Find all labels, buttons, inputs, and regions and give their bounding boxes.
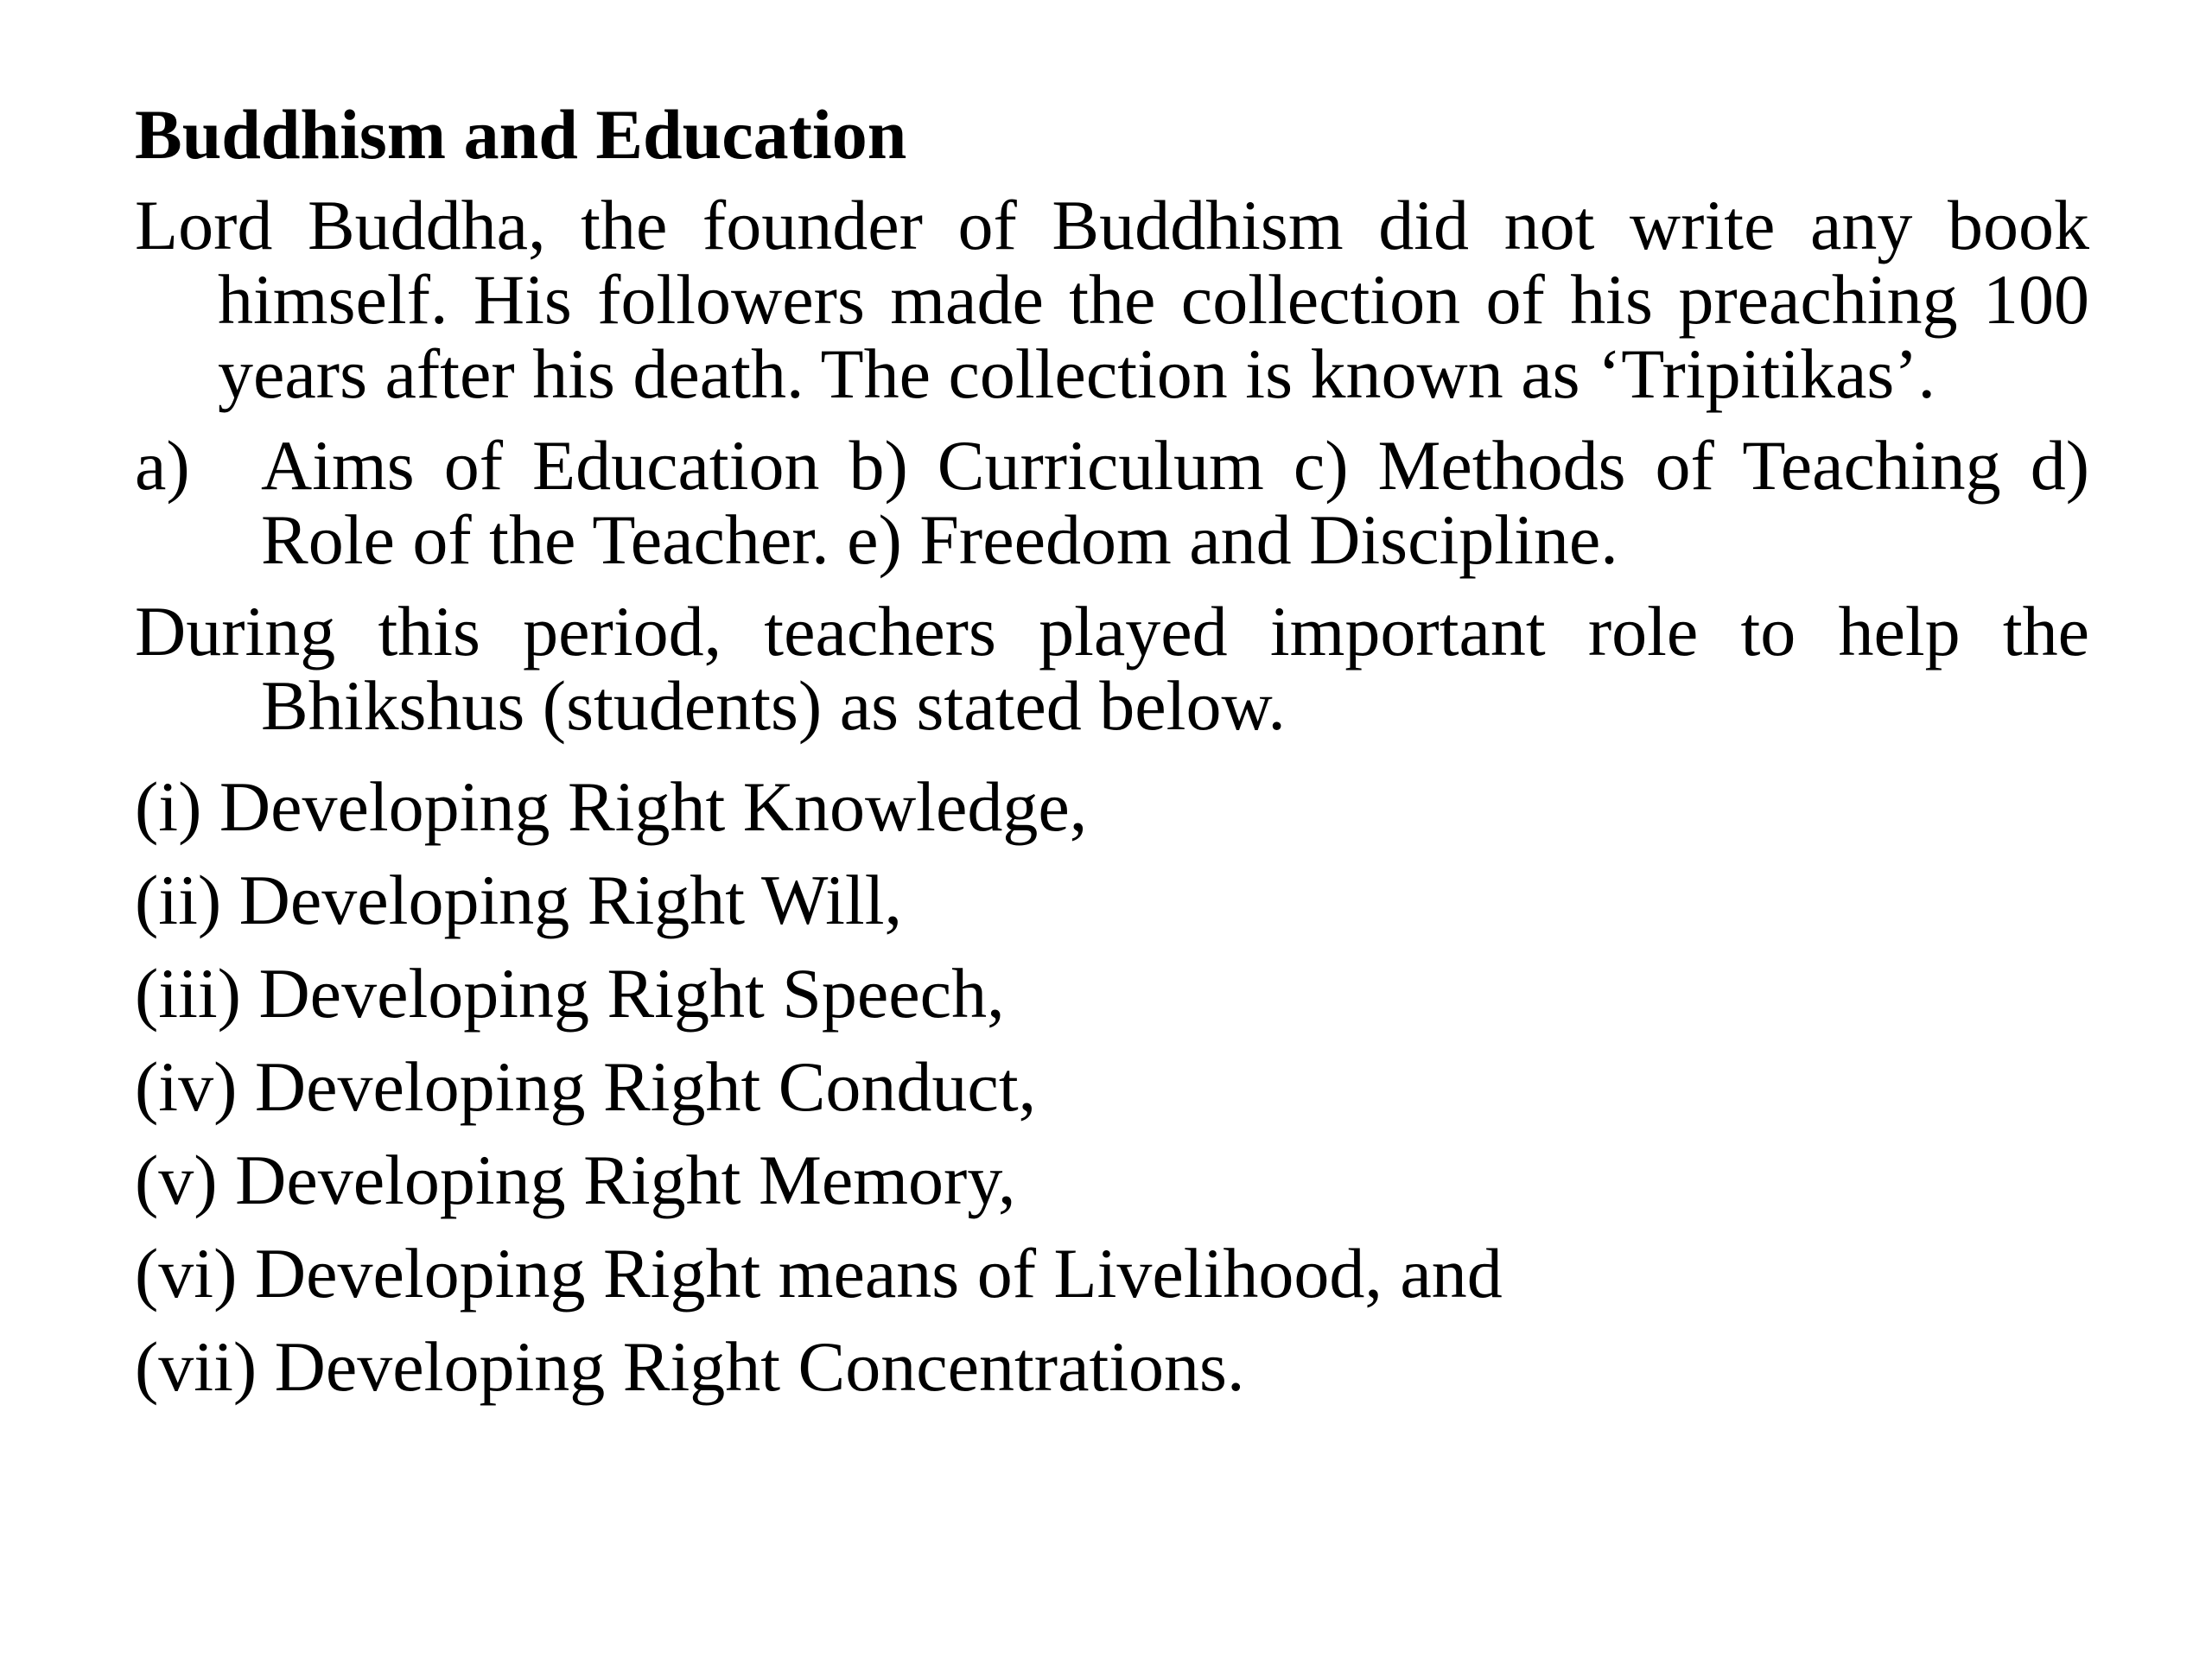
- document-title: Buddhism and Education: [135, 95, 907, 174]
- list-item: (vii) Developing Right Concentrations.: [135, 1327, 1245, 1406]
- list-item: (iii) Developing Right Speech,: [135, 954, 1005, 1033]
- period-paragraph: During this period, teachers played important role to help the Bhikshus (students) as stated below.: [135, 592, 2089, 745]
- roles-list: [135, 760, 2089, 1414]
- topics-marker: a): [135, 426, 190, 505]
- list-item: (v) Developing Right Memory,: [135, 1141, 1016, 1219]
- list-item: (iv) Developing Right Conduct,: [135, 1047, 1037, 1126]
- document-page: [135, 93, 2089, 1414]
- topics-list-item: [135, 426, 2089, 579]
- intro-paragraph: Lord Buddha, the founder of Buddhism did not write any book himself. His followers made the collection of his preaching 100 years after his death. The collection is known as ‘Tripitikas’.: [135, 186, 2089, 413]
- list-item: (i) Developing Right Knowledge,: [135, 767, 1088, 846]
- list-item: (vi) Developing Right means of Livelihood, and: [135, 1234, 1503, 1313]
- topics-text: Aims of Education b) Curriculum c) Methods of Teaching d) Role of the Teacher. e) Freedom and Discipline.: [261, 426, 2089, 579]
- list-item: (ii) Developing Right Will,: [135, 861, 902, 939]
